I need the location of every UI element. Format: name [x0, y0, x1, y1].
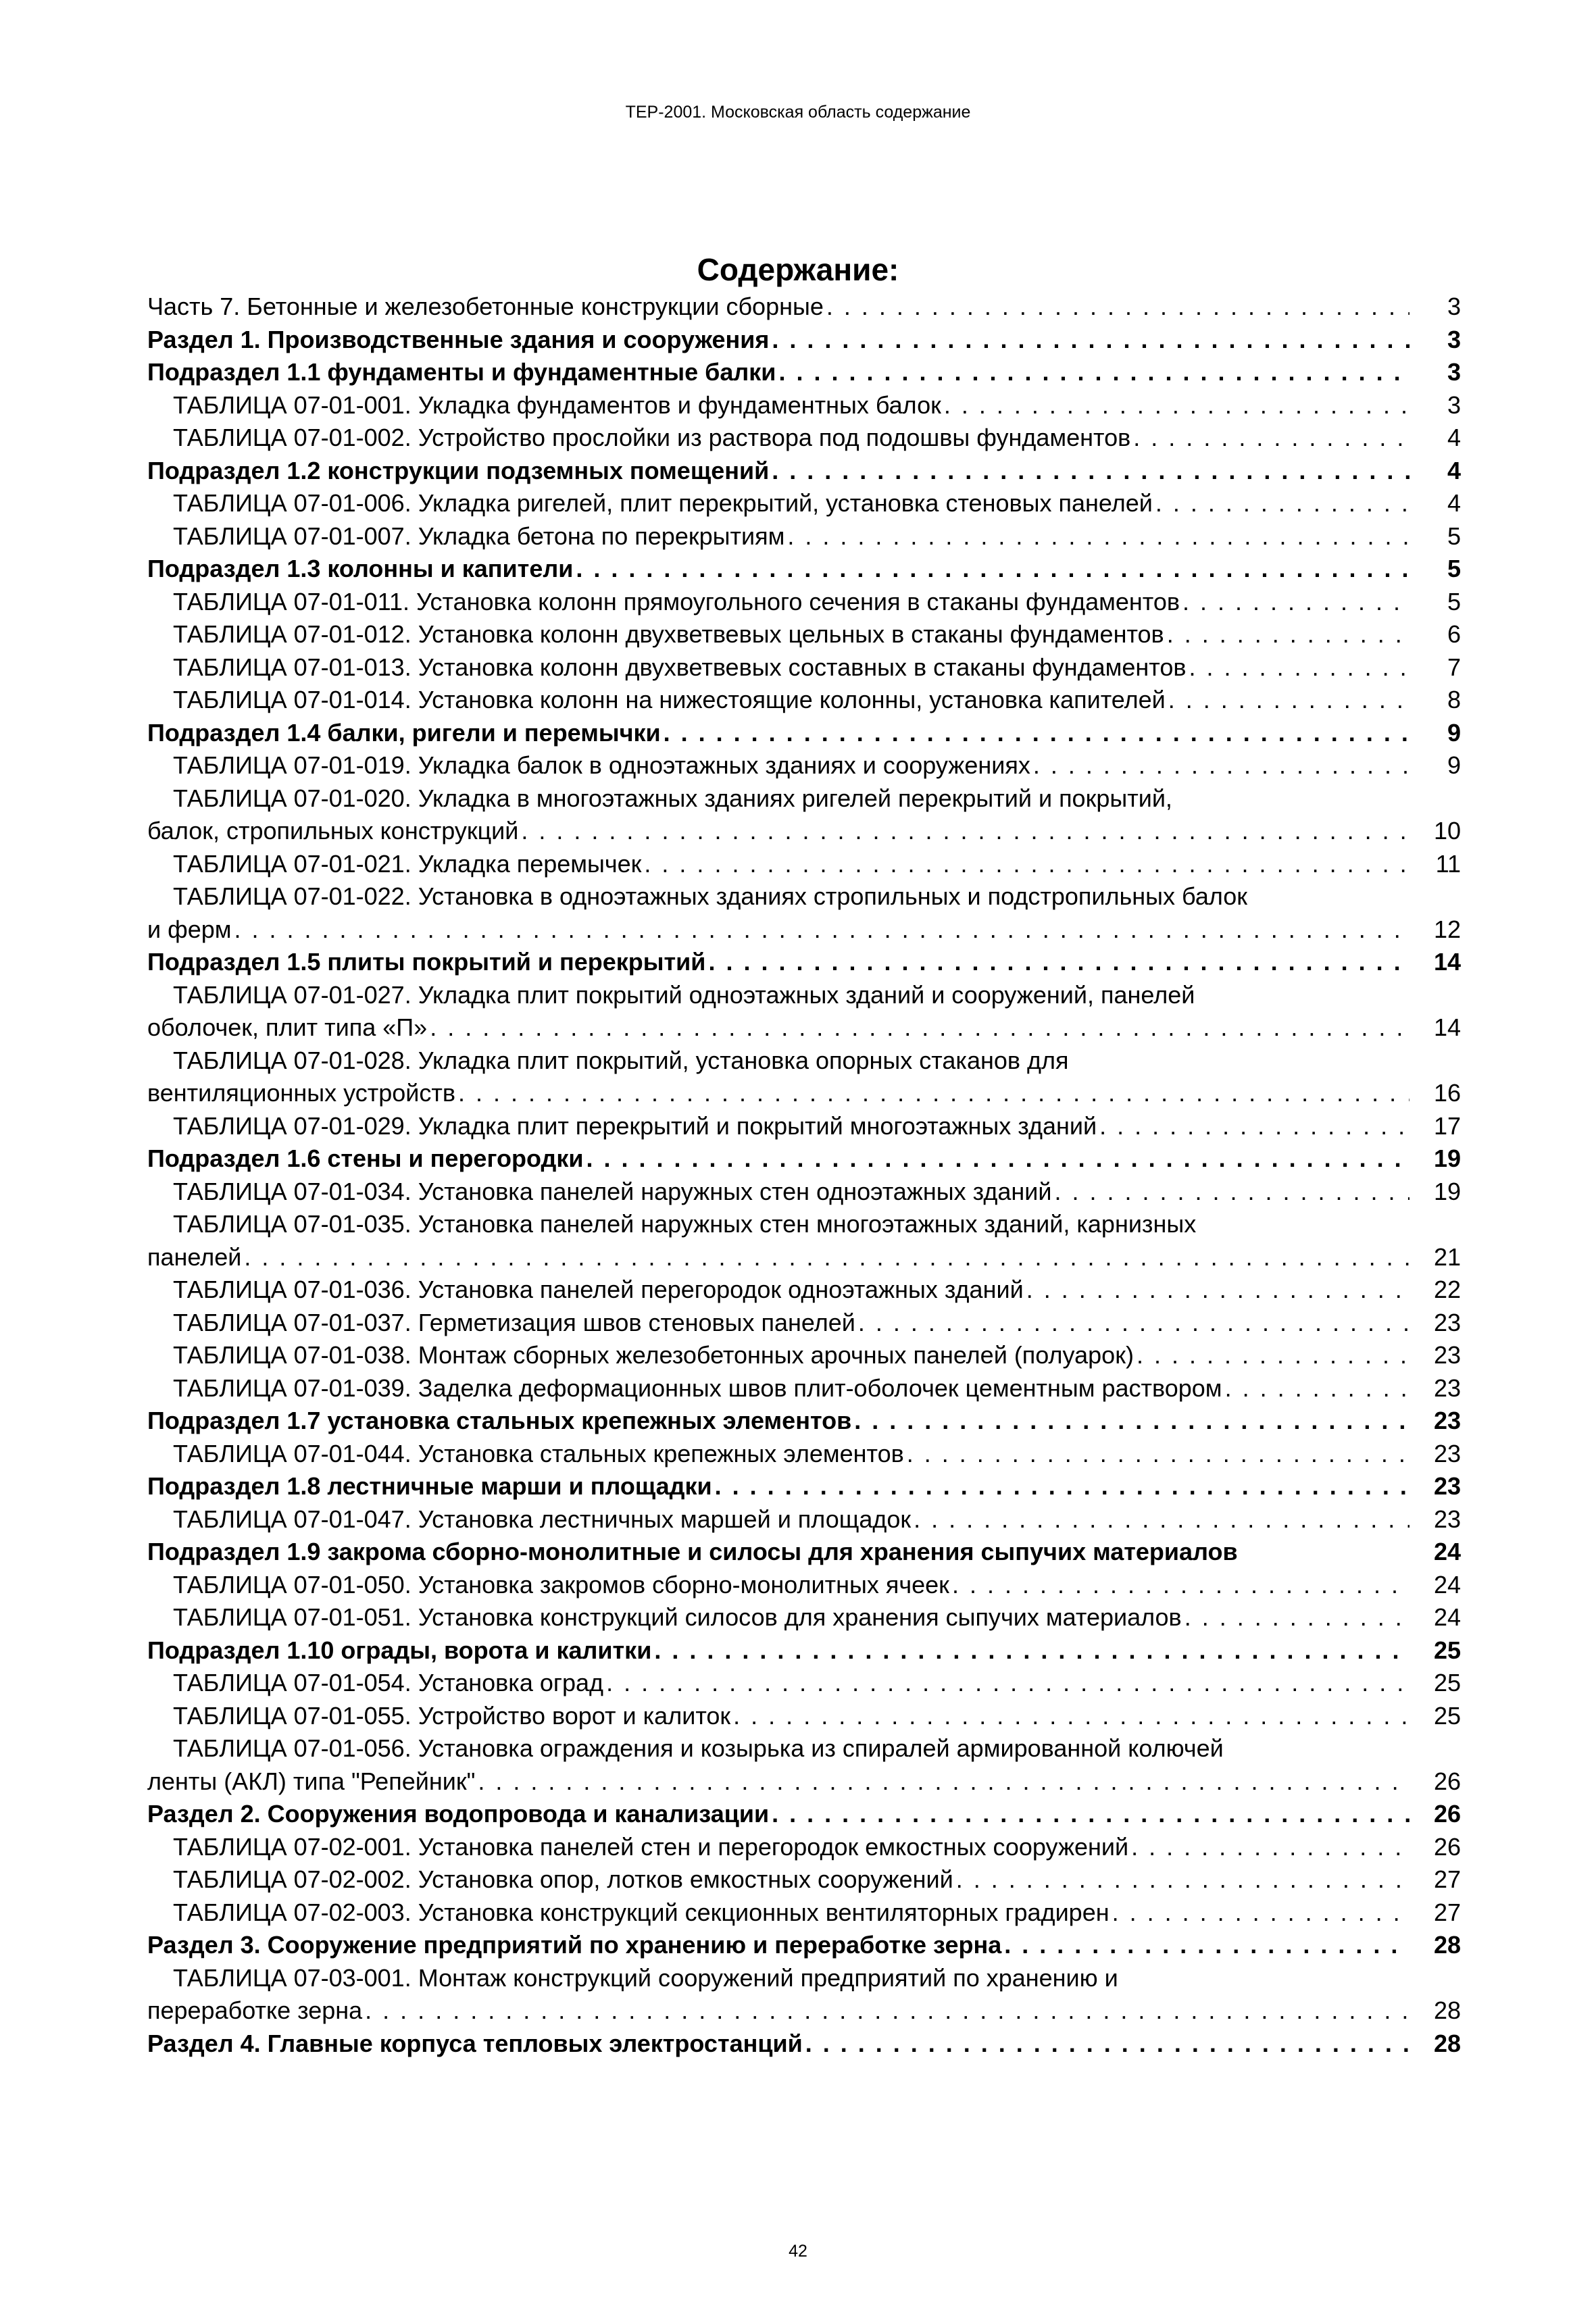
- toc-entry-title: ТАБЛИЦА 07-01-014. Установка колонн на нижестоящие колонны, установка капителей: [173, 686, 1166, 713]
- toc-page-number: 28: [1433, 1931, 1461, 1959]
- toc-entry[interactable]: [147, 455, 1461, 488]
- toc-entry-title: ТАБЛИЦА 07-01-029. Укладка плит перекрытий и покрытий многоэтажных зданий: [173, 1111, 1097, 1140]
- toc-entry-title: Подраздел 1.8 лестничные марши и площадки: [147, 1472, 712, 1500]
- dot-leader: [772, 324, 1410, 357]
- toc-entry-title: ТАБЛИЦА 07-01-044. Установка стальных крепежных элементов: [173, 1439, 904, 1467]
- dot-leader: [1167, 618, 1410, 651]
- table-of-contents: [147, 291, 1461, 2060]
- toc-entry-title-continued: и ферм: [147, 915, 232, 943]
- dot-leader: [644, 848, 1410, 881]
- toc-entry[interactable]: [147, 1503, 1461, 1536]
- toc-entry[interactable]: [147, 1176, 1461, 1209]
- dot-leader: [1184, 1601, 1410, 1634]
- toc-entry-title: ТАБЛИЦА 07-01-036. Установка панелей перегородок одноэтажных зданий: [173, 1276, 1024, 1303]
- dot-leader: [914, 1503, 1410, 1536]
- toc-entry[interactable]: [147, 651, 1461, 684]
- toc-entry-title-continued: балок, стропильных конструкций: [147, 817, 519, 845]
- toc-entry-title: Подраздел 1.6 стены и перегородки: [147, 1145, 584, 1172]
- toc-entry[interactable]: [147, 1045, 1461, 1110]
- toc-page-number: 4: [1447, 456, 1461, 484]
- toc-entry-title: Подраздел 1.9 закрома сборно-монолитные и силосы для хранения сыпучих материалов: [147, 1538, 1238, 1565]
- toc-entry[interactable]: [147, 1798, 1461, 1831]
- toc-page-number: 3: [1447, 293, 1461, 320]
- toc-entry-title: ТАБЛИЦА 07-01-001. Укладка фундаментов и фундаментных балок: [173, 391, 941, 419]
- dot-leader: [1137, 1339, 1410, 1372]
- dot-leader: [1189, 651, 1410, 684]
- toc-entry-title: Раздел 2. Сооружения водопровода и канализации: [147, 1800, 770, 1828]
- toc-entry[interactable]: [147, 684, 1461, 717]
- toc-page-number: 11: [1435, 849, 1461, 878]
- running-header: ТЕР-2001. Московская область содержание: [625, 103, 971, 122]
- toc-page-number: 19: [1433, 1145, 1461, 1172]
- toc-page-number: 23: [1433, 1308, 1461, 1336]
- toc-page-number: 9: [1447, 751, 1461, 779]
- toc-entry[interactable]: [147, 1372, 1461, 1405]
- dot-leader: [772, 1798, 1410, 1831]
- toc-entry-title: ТАБЛИЦА 07-01-051. Установка конструкций силосов для хранения сыпучих материалов: [173, 1603, 1182, 1631]
- toc-page-number: 24: [1433, 1603, 1461, 1631]
- toc-entry-title: Подраздел 1.7 установка стальных крепежных элементов: [147, 1407, 852, 1434]
- toc-entry-title: ТАБЛИЦА 07-01-006. Укладка ригелей, плит перекрытий, установка стеновых панелей: [173, 489, 1153, 517]
- toc-entry[interactable]: [147, 487, 1461, 520]
- toc-entry[interactable]: [147, 291, 1461, 324]
- toc-entry-title: ТАБЛИЦА 07-01-013. Установка колонн двухветвевых составных в стаканы фундаментов: [173, 653, 1187, 681]
- toc-entry[interactable]: [147, 520, 1461, 553]
- toc-entry-title: ТАБЛИЦА 07-01-012. Установка колонн двухветвевых цельных в стаканы фундаментов: [173, 620, 1164, 648]
- toc-entry-title: ТАБЛИЦА 07-01-050. Установка закромов сборно-монолитных ячеек: [173, 1570, 949, 1599]
- toc-entry[interactable]: [147, 1700, 1461, 1733]
- toc-page-number: 23: [1433, 1407, 1461, 1434]
- dot-leader: [1182, 586, 1410, 619]
- toc-entry[interactable]: [147, 1863, 1461, 1896]
- toc-page-number: 25: [1433, 1701, 1461, 1730]
- toc-entry-title: ТАБЛИЦА 07-01-007. Укладка бетона по перекрытиям: [173, 522, 785, 550]
- dot-leader: [772, 455, 1410, 488]
- dot-leader: [944, 389, 1410, 422]
- toc-entry-title: ТАБЛИЦА 07-01-034. Установка панелей наружных стен одноэтажных зданий: [173, 1177, 1052, 1205]
- toc-entry-title-continued: панелей: [147, 1242, 242, 1271]
- dot-leader: [715, 1470, 1410, 1503]
- toc-page-number: 23: [1433, 1439, 1461, 1467]
- dot-leader: [708, 946, 1410, 979]
- toc-page-number: 25: [1433, 1669, 1461, 1696]
- toc-page-number: 4: [1447, 424, 1461, 451]
- toc-page-number: 4: [1447, 489, 1461, 517]
- dot-leader: [826, 291, 1410, 324]
- toc-entry-title: ТАБЛИЦА 07-03-001. Монтаж конструкций сооружений предприятий по хранению и: [173, 1963, 1118, 1992]
- dot-leader: [805, 2028, 1410, 2061]
- dot-leader: [1099, 1110, 1410, 1143]
- dot-leader: [576, 553, 1410, 586]
- toc-entry[interactable]: [147, 324, 1461, 357]
- toc-entry[interactable]: [147, 1732, 1461, 1798]
- toc-page-number: 10: [1433, 817, 1461, 845]
- dot-leader: [521, 815, 1410, 848]
- toc-entry[interactable]: [147, 1831, 1461, 1864]
- toc-entry[interactable]: [147, 717, 1461, 750]
- toc-entry-title: ТАБЛИЦА 07-02-003. Установка конструкций секционных вентиляторных градирен: [173, 1898, 1109, 1926]
- toc-entry[interactable]: [147, 1634, 1461, 1667]
- toc-entry[interactable]: [147, 389, 1461, 422]
- toc-page-number: 26: [1433, 1767, 1461, 1795]
- toc-entry[interactable]: [147, 2028, 1461, 2061]
- toc-entry[interactable]: [147, 1110, 1461, 1143]
- toc-entry-title: ТАБЛИЦА 07-01-055. Устройство ворот и калиток: [173, 1701, 731, 1730]
- dot-leader: [234, 913, 1410, 947]
- toc-entry-title: Подраздел 1.10 ограды, ворота и калитки: [147, 1636, 652, 1664]
- toc-entry-title: ТАБЛИЦА 07-02-002. Установка опор, лотков емкостных сооружений: [173, 1865, 953, 1893]
- toc-page-number: 14: [1433, 948, 1461, 976]
- dot-leader: [733, 1700, 1410, 1733]
- toc-page-number: 6: [1447, 620, 1461, 648]
- toc-page-number: 9: [1447, 718, 1461, 747]
- dot-leader: [664, 717, 1410, 750]
- dot-leader: [606, 1667, 1410, 1700]
- toc-entry-title: ТАБЛИЦА 07-01-039. Заделка деформационных швов плит-оболочек цементным раствором: [173, 1374, 1222, 1402]
- toc-entry-title-continued: оболочек, плит типа «П»: [147, 1013, 428, 1041]
- dot-leader: [1112, 1896, 1410, 1930]
- toc-entry[interactable]: [147, 946, 1461, 979]
- toc-entry[interactable]: [147, 1667, 1461, 1700]
- toc-entry[interactable]: [147, 1208, 1461, 1274]
- toc-entry[interactable]: [147, 880, 1461, 946]
- dot-leader: [787, 520, 1410, 553]
- dot-leader: [478, 1765, 1410, 1799]
- dot-leader: [956, 1863, 1410, 1896]
- dot-leader: [778, 356, 1410, 389]
- toc-entry-title-continued: вентиляционных устройств: [147, 1079, 455, 1107]
- toc-entry-title: ТАБЛИЦА 07-01-056. Установка ограждения и козырька из спиралей армированной колючей: [173, 1734, 1224, 1762]
- toc-page-number: 3: [1447, 358, 1461, 386]
- dot-leader: [654, 1634, 1410, 1667]
- toc-entry[interactable]: [147, 1405, 1461, 1438]
- toc-entry-title: Раздел 3. Сооружение предприятий по хранению и переработке зерна: [147, 1931, 1002, 1959]
- toc-entry-title-continued: переработке зерна: [147, 1996, 363, 2024]
- toc-page-number: 23: [1433, 1472, 1461, 1500]
- toc-entry[interactable]: [147, 1339, 1461, 1372]
- toc-page-number: 27: [1433, 1865, 1461, 1893]
- toc-entry[interactable]: [147, 1962, 1461, 2028]
- dot-leader: [1155, 487, 1410, 520]
- toc-entry[interactable]: [147, 1569, 1461, 1602]
- toc-entry-title: Раздел 4. Главные корпуса тепловых электростанций: [147, 2029, 803, 2057]
- toc-page-number: 5: [1447, 522, 1461, 550]
- toc-page-number: 28: [1433, 2029, 1461, 2057]
- toc-entry-title: ТАБЛИЦА 07-01-020. Укладка в многоэтажных зданиях ригелей перекрытий и покрытий,: [173, 784, 1172, 812]
- toc-entry[interactable]: [147, 1601, 1461, 1634]
- toc-page-number: 22: [1433, 1276, 1461, 1303]
- toc-page-number: 23: [1433, 1505, 1461, 1533]
- toc-entry[interactable]: [147, 1274, 1461, 1307]
- toc-page-number: 24: [1433, 1570, 1461, 1599]
- toc-entry[interactable]: [147, 1929, 1461, 1962]
- toc-page-number: 5: [1447, 555, 1461, 582]
- toc-page-number: 12: [1433, 915, 1461, 943]
- toc-entry-title: Подраздел 1.4 балки, ригели и перемычки: [147, 718, 661, 747]
- dot-leader: [1131, 1831, 1410, 1864]
- dot-leader: [1026, 1274, 1410, 1307]
- toc-page-number: 26: [1433, 1800, 1461, 1828]
- toc-entry[interactable]: [147, 1438, 1461, 1471]
- dot-leader: [952, 1569, 1410, 1602]
- toc-page-number: 23: [1433, 1341, 1461, 1369]
- toc-entry-title: ТАБЛИЦА 07-01-019. Укладка балок в одноэтажных зданиях и сооружениях: [173, 751, 1030, 779]
- toc-entry-title: ТАБЛИЦА 07-01-021. Укладка перемычек: [173, 849, 642, 878]
- toc-entry[interactable]: [147, 618, 1461, 651]
- toc-entry-title: Раздел 1. Производственные здания и сооружения: [147, 325, 770, 353]
- toc-entry-title: ТАБЛИЦА 07-01-027. Укладка плит покрытий одноэтажных зданий и сооружений, панелей: [173, 980, 1195, 1009]
- toc-page-number: 28: [1433, 1996, 1461, 2024]
- toc-entry-title: ТАБЛИЦА 07-01-038. Монтаж сборных железобетонных арочных панелей (полуарок): [173, 1341, 1134, 1369]
- toc-page-number: 3: [1447, 325, 1461, 353]
- toc-page-number: 19: [1433, 1177, 1461, 1205]
- toc-page-number: 24: [1433, 1538, 1461, 1565]
- toc-page-number: 16: [1433, 1079, 1461, 1107]
- toc-entry-title: Подраздел 1.2 конструкции подземных помещений: [147, 456, 770, 484]
- toc-entry-title: Подраздел 1.1 фундаменты и фундаментные балки: [147, 358, 776, 386]
- toc-entry-title-continued: ленты (АКЛ) типа "Репейник": [147, 1767, 476, 1795]
- toc-entry-title: ТАБЛИЦА 07-01-011. Установка колонн прямоугольного сечения в стаканы фундаментов: [173, 587, 1180, 615]
- toc-entry[interactable]: [147, 422, 1461, 455]
- toc-page-number: 23: [1433, 1374, 1461, 1402]
- toc-entry[interactable]: [147, 356, 1461, 389]
- toc-entry-title: ТАБЛИЦА 07-01-047. Установка лестничных маршей и площадок: [173, 1505, 912, 1533]
- toc-entry[interactable]: [147, 553, 1461, 586]
- dot-leader: [586, 1142, 1410, 1176]
- dot-leader: [1054, 1176, 1410, 1209]
- dot-leader: [1225, 1372, 1410, 1405]
- toc-entry[interactable]: [147, 782, 1461, 848]
- dot-leader: [1033, 749, 1410, 782]
- toc-entry-title: Подраздел 1.3 колонны и капители: [147, 555, 574, 582]
- toc-entry[interactable]: [147, 1536, 1461, 1569]
- toc-entry[interactable]: [147, 1142, 1461, 1176]
- toc-entry[interactable]: [147, 979, 1461, 1045]
- toc-page-number: 17: [1433, 1111, 1461, 1140]
- toc-page-number: 27: [1433, 1898, 1461, 1926]
- toc-entry-title: Часть 7. Бетонные и железобетонные конструкции сборные: [147, 293, 824, 320]
- toc-page-number: 25: [1433, 1636, 1461, 1664]
- toc-page-number: 14: [1433, 1013, 1461, 1041]
- dot-leader: [1168, 684, 1410, 717]
- toc-page-number: 21: [1433, 1242, 1461, 1271]
- toc-entry[interactable]: [147, 586, 1461, 619]
- toc-title: Содержание:: [697, 252, 899, 287]
- dot-leader: [365, 1994, 1410, 2028]
- toc-entry-title: ТАБЛИЦА 07-01-054. Установка оград: [173, 1669, 604, 1696]
- dot-leader: [1004, 1929, 1410, 1962]
- toc-page-number: 8: [1447, 686, 1461, 713]
- toc-entry-title: ТАБЛИЦА 07-01-002. Устройство прослойки из раствора под подошвы фундаментов: [173, 424, 1131, 451]
- dot-leader: [858, 1307, 1410, 1340]
- toc-entry[interactable]: [147, 1896, 1461, 1930]
- dot-leader: [430, 1011, 1410, 1045]
- page-number: 42: [789, 2242, 807, 2261]
- toc-page-number: 3: [1447, 391, 1461, 419]
- toc-entry[interactable]: [147, 848, 1461, 881]
- dot-leader: [458, 1077, 1410, 1110]
- toc-entry-title: ТАБЛИЦА 07-01-022. Установка в одноэтажных зданиях стропильных и подстропильных балок: [173, 882, 1248, 910]
- toc-page-number: 7: [1447, 653, 1461, 681]
- toc-entry-title: ТАБЛИЦА 07-01-037. Герметизация швов стеновых панелей: [173, 1308, 855, 1336]
- toc-entry-title: ТАБЛИЦА 07-01-035. Установка панелей наружных стен многоэтажных зданий, карнизных: [173, 1210, 1197, 1238]
- dot-leader: [907, 1438, 1410, 1471]
- toc-entry[interactable]: [147, 749, 1461, 782]
- toc-entry-title: Подраздел 1.5 плиты покрытий и перекрытий: [147, 948, 706, 976]
- dot-leader: [1133, 422, 1410, 455]
- toc-entry[interactable]: [147, 1307, 1461, 1340]
- toc-entry-title: ТАБЛИЦА 07-02-001. Установка панелей стен и перегородок емкостных сооружений: [173, 1832, 1129, 1861]
- toc-page-number: 5: [1447, 587, 1461, 615]
- toc-entry[interactable]: [147, 1470, 1461, 1503]
- dot-leader: [244, 1241, 1410, 1274]
- toc-entry-title: ТАБЛИЦА 07-01-028. Укладка плит покрытий, установка опорных стаканов для: [173, 1046, 1069, 1074]
- toc-page-number: 26: [1433, 1832, 1461, 1861]
- dot-leader: [854, 1405, 1410, 1438]
